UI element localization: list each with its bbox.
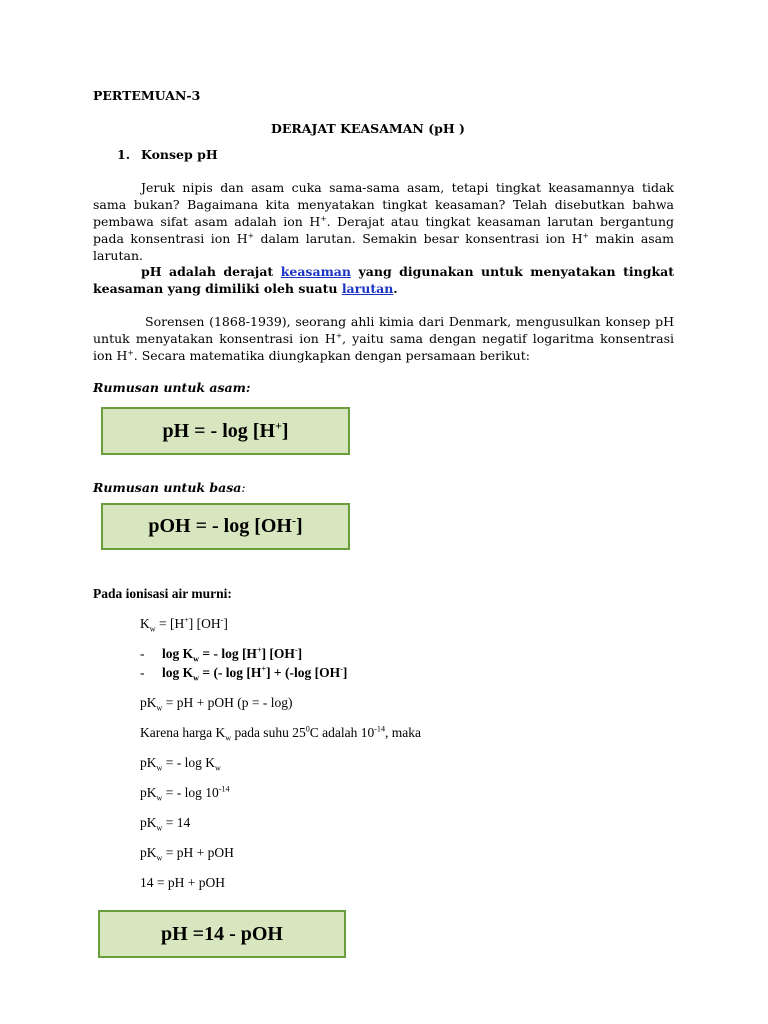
eq-pkw-2	[140, 755, 221, 771]
water-ionisation-label: Pada ionisasi air murni:	[93, 586, 232, 601]
base-formula-end: ]	[295, 515, 303, 537]
eq-karena-d: , maka	[385, 725, 422, 740]
eq-pkw5-sub: w	[156, 853, 163, 863]
eq-bullet-1-dash: -	[140, 646, 145, 661]
eq-fourteen: 14 = pH + pOH	[140, 875, 225, 890]
acid-formula-text: pH = - log [H	[162, 419, 275, 442]
eq-kw	[140, 616, 228, 632]
eq-b2-d: ]	[342, 665, 348, 680]
eq-pkw1-a: pK	[140, 695, 157, 710]
eq-pkw5-a: pK	[140, 845, 157, 860]
p2-text-b: yang digunakan untuk menyatakan tingkat keasaman yang dimiliki oleh suatu	[93, 264, 674, 296]
eq-karena-exp: -14	[374, 724, 386, 734]
acid-formula-end: ]	[281, 419, 289, 442]
eq-b1-a: log K	[162, 646, 194, 661]
eq-pkw-definition	[140, 695, 292, 711]
eq-b1-b: = - log [H	[199, 646, 257, 661]
eq-karena-sub: w	[225, 733, 232, 743]
eq-kw-sup1: +	[184, 615, 189, 625]
eq-kw-sup2: -	[220, 615, 224, 625]
eq-pkw-4	[140, 815, 190, 831]
p3-text-c: . Secara matematika diungkapkan dengan persamaan berikut:	[133, 348, 530, 363]
p1-sup-2: +	[247, 230, 255, 240]
base-formula-label	[93, 480, 246, 495]
eq-kw-rest2: ] [OH	[188, 616, 221, 631]
eq-b1-d: ]	[297, 646, 303, 661]
p2-text-a: pH adalah derajat	[141, 264, 281, 279]
p1-sup-3: +	[582, 230, 589, 240]
meeting-label: PERTEMUAN-3	[93, 88, 201, 103]
acid-formula-label: Rumusan untuk asam:	[93, 380, 251, 395]
eq-karena-a: Karena harga K	[140, 725, 226, 740]
eq-bullet-1	[162, 646, 302, 662]
link-keasaman[interactable]: keasaman	[280, 264, 351, 279]
p3-text-b: , yaitu sama dengan negatif logaritma konsentrasi ion H	[93, 331, 674, 363]
base-formula-label-text: Rumusan untuk basa	[93, 480, 242, 495]
eq-karena-b: pada suhu 25	[231, 725, 306, 740]
p3-sup-2: +	[127, 347, 134, 357]
eq-b2-c: ] + (-log [OH	[266, 665, 341, 680]
eq-pkw-5	[140, 845, 234, 861]
eq-b1-c: ] [OH	[261, 646, 295, 661]
eq-karena-c: C adalah 10	[309, 725, 375, 740]
eq-pkw1-b: = pH + pOH (p = - log)	[162, 695, 293, 710]
link-larutan[interactable]: larutan	[341, 281, 394, 296]
eq-pkw-3	[140, 785, 230, 801]
p3-sup-1: +	[335, 330, 343, 340]
base-formula	[148, 515, 302, 538]
eq-bullet-2	[162, 665, 347, 681]
eq-pkw2-sub: w	[156, 763, 163, 773]
eq-pkw3-sub: w	[156, 793, 163, 803]
eq-b2-b: = (- log [H	[199, 665, 262, 680]
eq-pkw4-b: = 14	[162, 815, 191, 830]
eq-pkw1-sub: w	[156, 703, 163, 713]
eq-karena-deg: 0	[305, 724, 310, 734]
eq-b1-sup2: -	[294, 645, 298, 655]
eq-b2-sup1: +	[261, 664, 267, 674]
acid-formula	[162, 417, 289, 443]
eq-b2-sup2: -	[340, 664, 343, 674]
eq-pkw3-exp: -14	[218, 784, 230, 794]
eq-pkw5-b: = pH + pOH	[162, 845, 234, 860]
eq-pkw2-b: = - log K	[162, 755, 215, 770]
eq-kw-rest3: ]	[223, 616, 228, 631]
eq-kw-k: K	[140, 616, 150, 631]
base-formula-label-colon: :	[241, 480, 246, 495]
eq-karena	[140, 725, 421, 741]
paragraph-sorensen	[93, 313, 674, 364]
eq-b1-sup1: +	[256, 645, 262, 655]
p1-text-c: dalam larutan. Semakin besar konsentrasi ion H	[254, 231, 583, 246]
eq-b2-a: log K	[162, 665, 194, 680]
p3-text-a: Sorensen (1868-1939), seorang ahli kimia dari Denmark, mengusulkan konsep pH untuk menyatakan konsentrasi ion H	[93, 314, 674, 346]
eq-pkw2-a: pK	[140, 755, 157, 770]
eq-bullet-2-dash: -	[140, 665, 145, 680]
document-title	[0, 121, 768, 136]
p1-text-d: makin asam larutan.	[93, 231, 674, 263]
eq-kw-rest1: = [H	[155, 616, 185, 631]
p1-text-b: . Derajat atau tingkat keasaman larutan bergantung pada konsentrasi ion H	[93, 214, 674, 246]
eq-b1-sub: w	[193, 654, 199, 664]
paragraph-ph-definition	[93, 263, 674, 297]
base-formula-box	[101, 503, 350, 550]
base-formula-sup: -	[291, 513, 296, 528]
acid-formula-sup: +	[275, 417, 282, 432]
p1-text-a: Jeruk nipis dan asam cuka sama-sama asam, tetapi tingkat keasamannya tidak sama bukan? Bagaimana kita menyatakan tingkat keasaman? Telah disebutkan bahwa pembawa sifat asam adalah ion H	[93, 180, 674, 229]
eq-pkw4-sub: w	[156, 823, 163, 833]
p2-text-c: .	[393, 281, 398, 296]
eq-pkw3-b: = - log 10	[162, 785, 219, 800]
eq-pkw2-sub2: w	[214, 763, 221, 773]
eq-pkw4-a: pK	[140, 815, 157, 830]
paragraph-acidity-intro	[93, 179, 674, 264]
section-title: Konsep pH	[141, 147, 218, 162]
eq-kw-sub: w	[149, 624, 156, 634]
acid-formula-box	[101, 407, 350, 455]
p1-sup-1: +	[320, 213, 327, 223]
document-title-text: DERAJAT KEASAMAN (pH )	[271, 121, 465, 136]
final-formula: pH =14 - pOH	[161, 922, 283, 945]
eq-b2-sub: w	[193, 673, 199, 683]
final-formula-box	[98, 910, 346, 958]
base-formula-text: pOH = - log [OH	[148, 515, 292, 537]
eq-pkw3-a: pK	[140, 785, 157, 800]
section-number: 1.	[117, 147, 131, 162]
